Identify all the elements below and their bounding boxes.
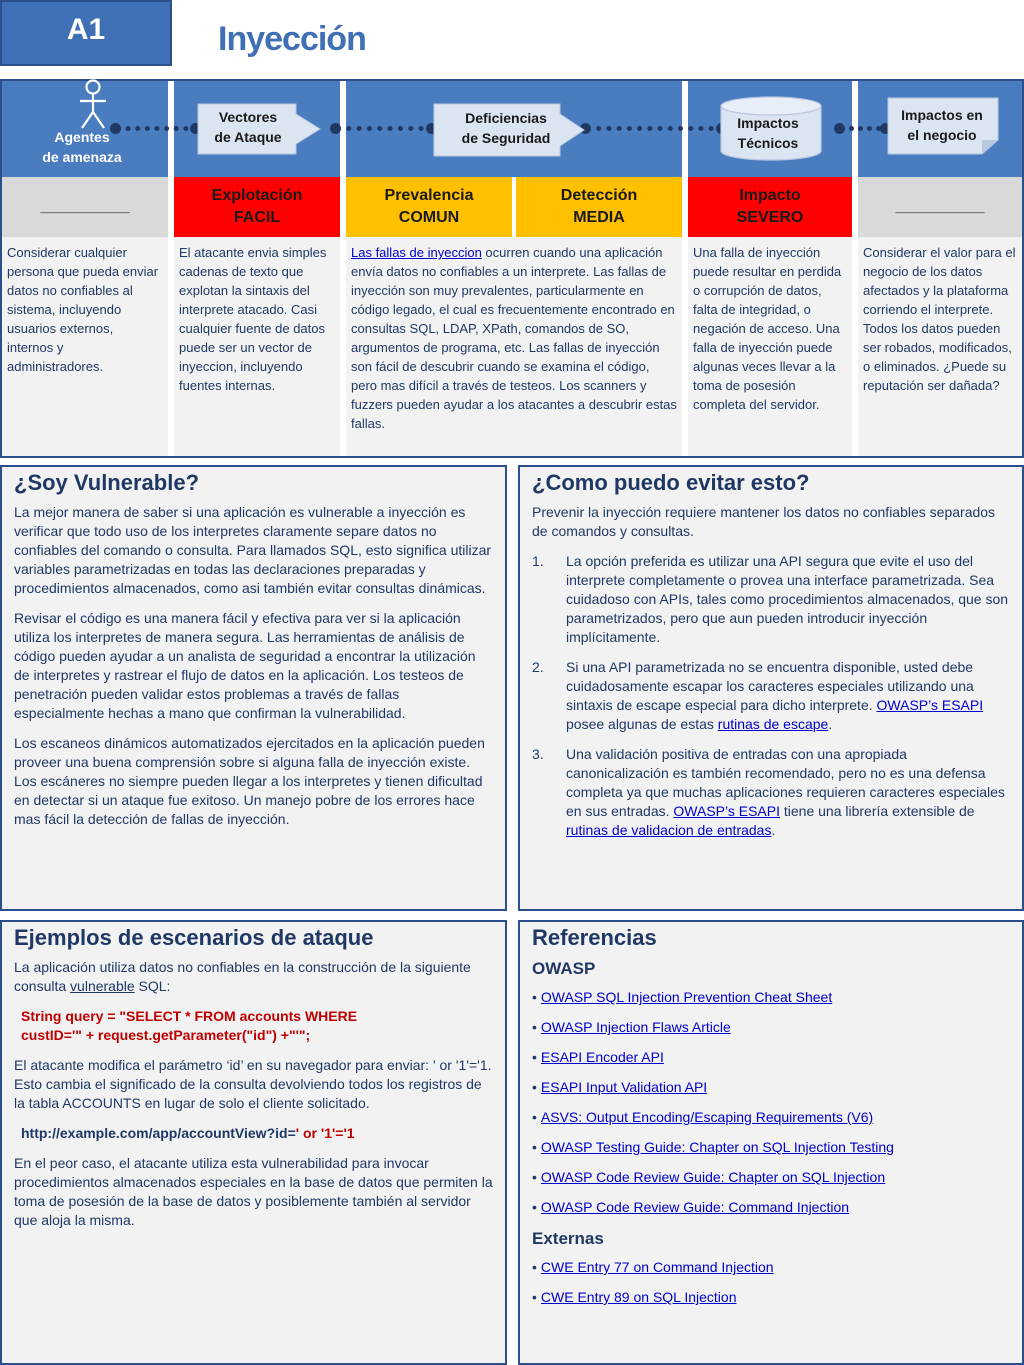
reference-link[interactable]: CWE Entry 89 on SQL Injection — [540, 1289, 737, 1305]
bullet-icon: • — [532, 1139, 537, 1155]
panel-am-i-vulnerable — [0, 465, 507, 911]
bullet-icon: • — [532, 1079, 537, 1095]
reference-item — [532, 1138, 1010, 1157]
technical-text: Una falla de inyección puede resultar en perdida o corrupción de datos, falta de integridad, o negación de acceso. Una falla de inyección puede algunas veces llevar a la toma de posesión completa del servidor. — [688, 237, 852, 456]
paragraph: Revisar el código es una manera fácil y efectiva para ver si la aplicación utiliza los interpretes de manera segura. Las herramientas de análisis de código pueden ayudar a un analista de seguridad a encontrar la utilización de interpretes y rastrear el flujo de datos en la aplicación. Los testeos de penetración pueden validar estos problemas a través de fallas especialmente hechas a mano que confirman la vulnerabilidad. — [14, 610, 476, 721]
business-impacts-label: Impactos en el negocio — [901, 107, 983, 143]
reference-link[interactable]: OWASP Code Review Guide: Command Injection — [540, 1199, 850, 1215]
input-validation-routines-link[interactable]: rutinas de validacion de entradas — [566, 822, 772, 838]
threat-agent-icon — [76, 79, 110, 131]
flow-connector — [336, 126, 434, 131]
paragraph: En el peor caso, el atacante utiliza esta vulnerabilidad para invocar procedimientos almacenados especiales en la base de datos que permiten la toma de posesión de la base de datos y posiblemente también al servidor que aloja la misma. — [14, 1155, 493, 1228]
panel-title: Ejemplos de escenarios de ataque — [14, 925, 374, 950]
attack-vectors-label: Vectores de Ataque — [214, 109, 282, 145]
injection-flaws-link[interactable]: Las fallas de inyeccion — [351, 245, 482, 260]
bullet-icon: • — [532, 1109, 537, 1125]
list-item: 1. La opción preferida es utilizar una API segura que evite el uso del interprete completamente o provea una interface parametrizada. Sea cuidadoso con APIs, tales como procedimientos almacenados, que son parametrizados, pero que aun pueden introducir inyección implícitamente. — [532, 553, 1009, 645]
reference-link[interactable]: ASVS: Output Encoding/Escaping Requirements (V6) — [540, 1109, 874, 1125]
page-title: Inyección — [218, 20, 366, 58]
external-heading: Externas — [532, 1229, 604, 1248]
prevalence-rating: Prevalencia COMUN — [346, 177, 512, 237]
reference-item — [532, 1108, 1010, 1127]
bullet-icon: • — [532, 1049, 537, 1065]
threat-agent-label: Agentes de amenaza — [42, 129, 122, 165]
reference-item — [532, 1258, 1010, 1277]
reference-item — [532, 1048, 1010, 1067]
reference-link[interactable]: ESAPI Input Validation API — [540, 1079, 708, 1095]
bullet-icon: • — [532, 1289, 537, 1305]
technical-impacts-label: Impactos Técnicos — [737, 115, 799, 151]
business-rating: __________ — [858, 177, 1022, 237]
bullet-icon: • — [532, 1199, 537, 1215]
reference-link[interactable]: OWASP Code Review Guide: Chapter on SQL Injection — [540, 1169, 886, 1185]
reference-item — [532, 988, 1010, 1007]
reference-link[interactable]: CWE Entry 77 on Command Injection — [540, 1259, 774, 1275]
reference-item — [532, 1078, 1010, 1097]
code-sample: String query = "SELECT * FROM accounts WHERE custID='" + request.getParameter("id") +"'"; — [21, 1008, 358, 1043]
vectors-text: El atacante envia simples cadenas de texto que explotan la sintaxis del interprete atacado. Casi cualquier fuente de datos puede ser un vector de inyeccion, incluyendo fuentes internas. — [174, 237, 340, 456]
escape-routines-link[interactable]: rutinas de escape — [717, 716, 829, 732]
bullet-icon: • — [532, 1019, 537, 1035]
attack-url: http://example.com/app/accountView?id=' or '1'='1 — [21, 1125, 355, 1141]
panel-title: ¿Soy Vulnerable? — [14, 470, 200, 495]
business-text: Considerar el valor para el negocio de los datos afectados y la plataforma corriendo el interprete. Todos los datos pueden ser robados, modificados, o eliminados. ¿Puede su reputación ser dañada? — [858, 237, 1022, 456]
flow-node — [834, 123, 845, 134]
risk-badge: A1 — [0, 0, 172, 66]
reference-link[interactable]: ESAPI Encoder API — [540, 1049, 664, 1065]
risk-table — [0, 79, 1024, 458]
reference-item — [532, 1288, 1010, 1307]
bullet-icon: • — [532, 1259, 537, 1275]
security-weakness-label: Deficiencias de Seguridad — [461, 110, 551, 146]
impact-rating: Impacto SEVERO — [688, 177, 852, 237]
reference-link[interactable]: OWASP SQL Injection Prevention Cheat Sheet — [540, 989, 833, 1005]
weakness-text: Las fallas de inyeccion ocurren cuando una aplicación envía datos no confiables a un interprete. Las fallas de inyección son muy prevalentes, particularmente en código legado, el cual es frecuentemente encontrado en consultas SQL, LDAP, XPath, comandos de SO, argumentos de programa, etc. Las fallas de inyección son fácil de descubrir cuando se examina el código, pero mas difícil a través de testeos. Los scanners y fuzzers pueden ayudar a los atacantes a descubrir estas fallas. — [346, 237, 682, 456]
agents-text: Considerar cualquier persona que pueda enviar datos no confiables al sistema, incluyendo usuarios externos, internos y administradores. — [2, 237, 168, 456]
paragraph: La mejor manera de saber si una aplicación es vulnerable a inyección es verificar que todo uso de los interpretes claramente separe datos no confiables del comando o consulta. Para llamados SQL, esto significa utilizar variables parametrizadas en todas las declaraciones preparadas y procedimientos almacenados, como asi también evitar consultas dinámicas. — [14, 504, 492, 596]
paragraph: La aplicación utiliza datos no confiables en la construcción de la siguiente consulta vulnerable SQL: — [14, 959, 471, 994]
external-reference-list — [532, 1258, 1010, 1307]
exploitability-rating: Explotación FACIL — [174, 177, 340, 237]
owasp-heading: OWASP — [532, 959, 596, 978]
owasp-esapi-link[interactable]: OWASP’s ESAPI — [673, 803, 780, 819]
list-item: 2. Si una API parametrizada no se encuentra disponible, usted debe cuidadosamente escapar los caracteres especiales utilizando una sintaxis de escape especial para dicho interprete. OWASP’s ESAPI posee algunas de estas rutinas de escape. — [532, 659, 984, 732]
list-item: 3. Una validación positiva de entradas con una apropiada canonicalización es también recomendado, pero no es una defensa completa ya que muchas aplicaciones requieren caracteres especiales en sus entradas. OWASP’s ESAPI tiene una librería extensible de rutinas de validacion de entradas. — [532, 746, 1005, 838]
vulnerable-link[interactable]: vulnerable — [70, 978, 135, 994]
bullet-icon: • — [532, 1169, 537, 1185]
flow-connector — [586, 126, 724, 131]
agents-rating: __________ — [2, 177, 168, 237]
flow-node — [330, 123, 341, 134]
panel-title: Referencias — [532, 925, 657, 950]
owasp-esapi-link[interactable]: OWASP’s ESAPI — [876, 697, 984, 713]
reference-item — [532, 1198, 1010, 1217]
panel-references — [518, 920, 1024, 1365]
paragraph: El atacante modifica el parámetro ‘id’ en su navegador para enviar: ' or '1'='1. Esto cambia el significado de la consulta devolviendo todos los registros de la tabla ACCOUNTS en lugar de solo el cliente solicitado. — [14, 1057, 492, 1111]
reference-item — [532, 1168, 1010, 1187]
panel-attack-examples — [0, 920, 507, 1365]
reference-item — [532, 1018, 1010, 1037]
bullet-icon: • — [532, 989, 537, 1005]
paragraph: Prevenir la inyección requiere mantener los datos no confiables separados de comandos y consultas. — [532, 504, 996, 539]
paragraph: Los escaneos dinámicos automatizados ejercitados en la aplicación pueden proveer una buena comprensión sobre si alguna falla de inyección existe. Los escáneres no siempre pueden llegar a los interpretes y tienen dificultad en detectar si un ataque fue exitoso. Un manejo pobre de los errores hace mas fácil la detección de fallas de inyección. — [14, 735, 485, 827]
detectability-rating: Detección MEDIA — [516, 177, 682, 237]
panel-how-to-prevent — [518, 465, 1024, 911]
reference-link[interactable]: OWASP Injection Flaws Article — [540, 1019, 731, 1035]
owasp-reference-list — [532, 988, 1010, 1217]
panel-title: ¿Como puedo evitar esto? — [532, 470, 810, 495]
reference-link[interactable]: OWASP Testing Guide: Chapter on SQL Injection Testing — [540, 1139, 894, 1155]
